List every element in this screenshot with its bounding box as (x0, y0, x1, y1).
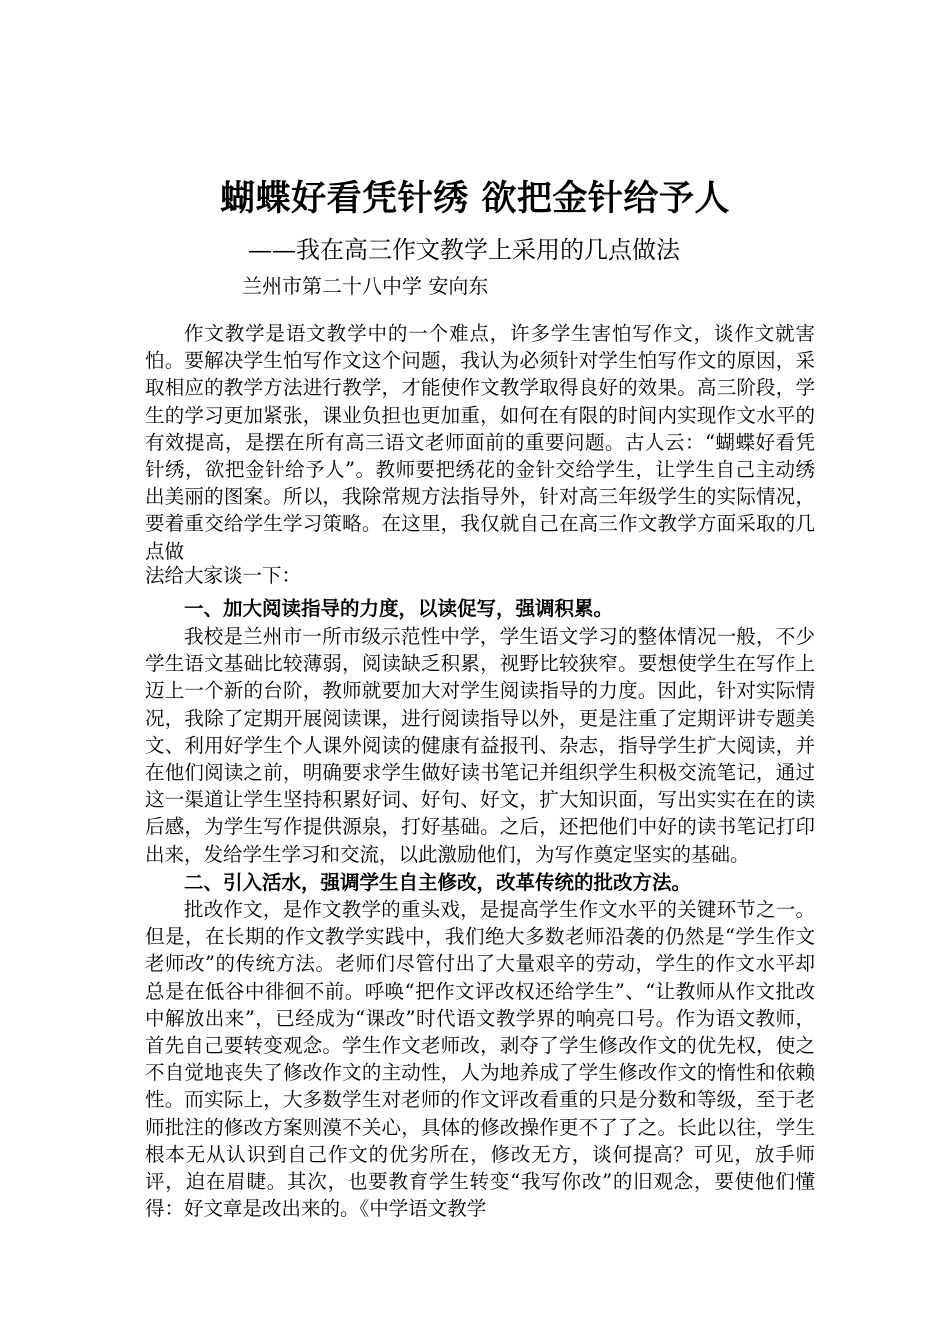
section-2-paragraph: 批改作文，是作文教学的重头戏，是提高学生作文水平的关键环节之一。但是，在长期的作文教学实践中，我们绝大多数老师沿袭的仍然是“学生作文老师改”的传统方法。老师们尽管付出了大量艰辛的劳动，学生的作文水平却总是在低谷中徘徊不前。呼唤“把作文评改权还给学生”、“让教师从作文批改中解放出来”，已经成为“课改”时代语文教学界的响亮口号。作为语文教师，首先自己要转变观念。学生作文老师改，剥夺了学生修改作文的优先权，使之不自觉地丧失了修改作文的主动性，人为地养成了学生修改作文的惰性和依赖性。而实际上，大多数学生对老师的作文评改看重的只是分数和等级，至于老师批注的修改方案则漠不关心，具体的修改操作更不了了之。长此以往，学生根本无从认识到自己作文的优劣所在，修改无方，谈何提高？可见，放手师评，迫在眉睫。其次，也要教育学生转变“我写你改”的旧观念，要使他们懂得：好文章是改出来的。《中学语文教学 (145, 898, 815, 1221)
document-subtitle: ——我在高三作文教学上采用的几点做法 (248, 236, 680, 264)
section-heading-1: 一、加大阅读指导的力度，以读促写，强调积累。 (184, 597, 614, 620)
author-line: 兰州市第二十八中学 安向东 (242, 274, 489, 298)
section-heading-2: 二、引入活水，强调学生自主修改，改革传统的批改方法。 (184, 871, 692, 894)
document-title: 蝴蝶好看凭针绣 欲把金针给予人 (220, 178, 730, 219)
intro-paragraph: 作文教学是语文教学中的一个难点，许多学生害怕写作文，谈作文就害怕。要解决学生怕写作文这个问题，我认为必须针对学生怕写作文的原因，采取相应的教学方法进行教学，才能使作文教学取得良好的效果。高三阶段，学生的学习更加紧张，课业负担也更加重，如何在有限的时间内实现作文水平的有效提高，是摆在所有高三语文老师面前的重要问题。古人云：“蝴蝶好看凭针绣，欲把金针给予人”。教师要把绣花的金针交给学生，让学生自己主动绣出美丽的图案。所以，我除常规方法指导外，针对高三年级学生的实际情况，要着重交给学生学习策略。在这里，我仅就自己在高三作文教学方面采取的几点做 (145, 322, 815, 563)
section-1-paragraph: 我校是兰州市一所市级示范性中学，学生语文学习的整体情况一般，不少学生语文基础比较薄弱，阅读缺乏积累，视野比较狭窄。要想使学生在写作上迈上一个新的台阶，教师就要加大对学生阅读指导的力度。因此，针对实际情况，我除了定期开展阅读课，进行阅读指导以外，更是注重了定期评讲专题美文、利用好学生个人课外阅读的健康有益报刊、杂志，指导学生扩大阅读，并在他们阅读之前，明确要求学生做好读书笔记并组织学生积极交流笔记，通过这一渠道让学生坚持积累好词、好句、好文，扩大知识面，写出实实在在的读后感，为学生写作提供源泉，打好基础。之后，还把他们中好的读书笔记打印出来，发给学生学习和交流，以此激励他们，为写作奠定坚实的基础。 (145, 625, 815, 866)
intro-paragraph-tail: 法给大家谈一下： (145, 564, 302, 587)
